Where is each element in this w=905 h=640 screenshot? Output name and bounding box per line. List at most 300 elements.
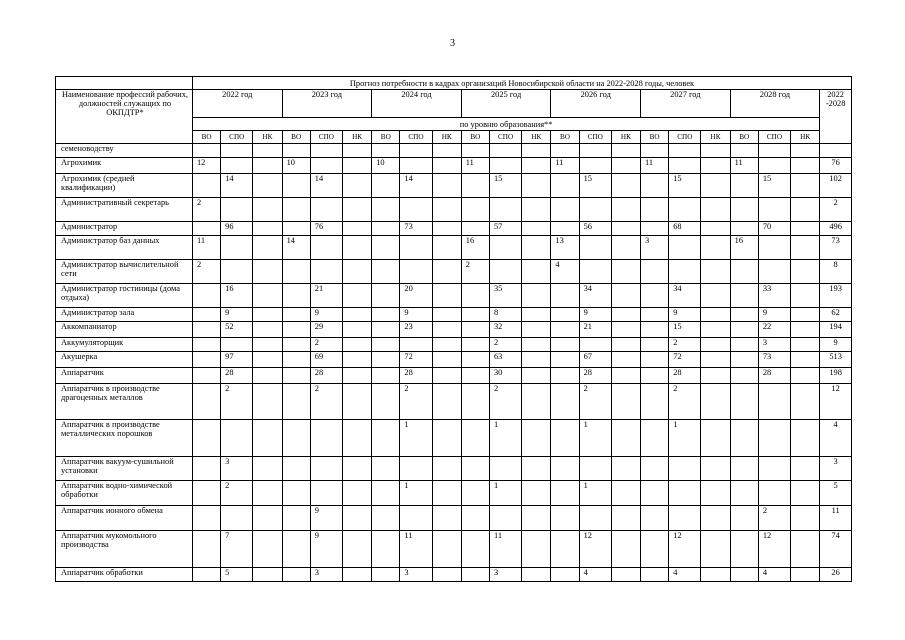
value-cell xyxy=(730,420,758,457)
total-cell: 193 xyxy=(820,284,852,308)
value-cell: 21 xyxy=(579,322,611,338)
value-cell xyxy=(221,158,253,174)
value-cell xyxy=(730,322,758,338)
total-cell: 2 xyxy=(820,198,852,222)
value-cell xyxy=(372,260,400,284)
total-cell: 74 xyxy=(820,531,852,568)
value-cell xyxy=(282,322,310,338)
value-cell xyxy=(579,260,611,284)
value-cell: 97 xyxy=(221,352,253,368)
value-cell xyxy=(758,384,790,420)
education-level-header: по уровню образования** xyxy=(192,118,819,131)
value-cell xyxy=(701,384,730,420)
value-cell xyxy=(192,352,220,368)
value-cell xyxy=(522,308,551,322)
total-cell: 76 xyxy=(820,158,852,174)
value-cell xyxy=(342,457,371,481)
value-cell: 22 xyxy=(758,322,790,338)
value-cell xyxy=(791,457,820,481)
value-cell xyxy=(282,308,310,322)
value-cell: 2 xyxy=(221,481,253,506)
value-cell xyxy=(730,368,758,384)
value-cell: 34 xyxy=(579,284,611,308)
value-cell xyxy=(641,260,669,284)
value-cell: 1 xyxy=(400,481,432,506)
value-cell xyxy=(641,531,669,568)
value-cell xyxy=(551,308,579,322)
profession-name: Аппаратчик обработки xyxy=(56,568,193,582)
value-cell xyxy=(611,222,640,236)
value-cell xyxy=(342,368,371,384)
total-cell: 102 xyxy=(820,174,852,198)
total-cell: 62 xyxy=(820,308,852,322)
value-cell xyxy=(282,420,310,457)
value-cell xyxy=(342,531,371,568)
value-cell xyxy=(791,260,820,284)
value-cell xyxy=(791,368,820,384)
total-column-header: 2022 -2028 xyxy=(820,90,852,144)
value-cell: 32 xyxy=(489,322,521,338)
value-cell xyxy=(432,506,461,531)
value-cell xyxy=(432,174,461,198)
total-cell: 9 xyxy=(820,338,852,352)
education-level-subheader: НК xyxy=(701,131,730,144)
value-cell: 3 xyxy=(758,338,790,352)
value-cell xyxy=(522,322,551,338)
value-cell xyxy=(611,322,640,338)
year-header: 2022 год xyxy=(192,90,282,118)
table-row xyxy=(56,457,852,481)
value-cell xyxy=(730,198,758,222)
value-cell xyxy=(489,457,521,481)
value-cell xyxy=(701,308,730,322)
value-cell: 52 xyxy=(221,322,253,338)
value-cell xyxy=(192,531,220,568)
value-cell xyxy=(611,144,640,158)
value-cell xyxy=(253,506,282,531)
value-cell xyxy=(432,420,461,457)
value-cell xyxy=(400,338,432,352)
value-cell: 7 xyxy=(221,531,253,568)
total-cell: 3 xyxy=(820,457,852,481)
value-cell: 11 xyxy=(192,236,220,260)
total-cell: 26 xyxy=(820,568,852,582)
value-cell xyxy=(701,338,730,352)
value-cell: 35 xyxy=(489,284,521,308)
value-cell xyxy=(522,174,551,198)
value-cell: 96 xyxy=(221,222,253,236)
value-cell xyxy=(611,338,640,352)
value-cell xyxy=(192,144,220,158)
table-row xyxy=(56,322,852,338)
year-header: 2027 год xyxy=(641,90,731,118)
value-cell xyxy=(192,481,220,506)
table-row xyxy=(56,198,852,222)
value-cell xyxy=(253,144,282,158)
value-cell xyxy=(791,174,820,198)
value-cell: 15 xyxy=(489,174,521,198)
education-level-subheader: НК xyxy=(253,131,282,144)
value-cell xyxy=(579,158,611,174)
profession-name: Аппаратчик водно-химической обработки xyxy=(56,481,193,506)
year-header: 2026 год xyxy=(551,90,641,118)
value-cell xyxy=(701,568,730,582)
value-cell: 14 xyxy=(282,236,310,260)
value-cell xyxy=(791,531,820,568)
value-cell xyxy=(551,457,579,481)
value-cell xyxy=(342,308,371,322)
education-level-subheader: НК xyxy=(611,131,640,144)
value-cell xyxy=(342,352,371,368)
value-cell xyxy=(730,222,758,236)
education-level-subheader: НК xyxy=(522,131,551,144)
value-cell xyxy=(791,284,820,308)
value-cell: 16 xyxy=(461,236,489,260)
value-cell xyxy=(461,284,489,308)
value-cell xyxy=(701,158,730,174)
value-cell xyxy=(253,222,282,236)
value-cell: 12 xyxy=(758,531,790,568)
value-cell xyxy=(282,531,310,568)
table-row xyxy=(56,338,852,352)
value-cell: 3 xyxy=(641,236,669,260)
value-cell: 9 xyxy=(400,308,432,322)
profession-name: Аппаратчик в производстве драгоценных металлов xyxy=(56,384,193,420)
value-cell xyxy=(669,260,701,284)
value-cell: 15 xyxy=(669,174,701,198)
value-cell: 28 xyxy=(669,368,701,384)
value-cell xyxy=(579,236,611,260)
value-cell xyxy=(372,338,400,352)
total-cell: 11 xyxy=(820,506,852,531)
value-cell xyxy=(372,457,400,481)
year-header: 2023 год xyxy=(282,90,372,118)
value-cell xyxy=(791,236,820,260)
education-level-subheader: НК xyxy=(342,131,371,144)
value-cell xyxy=(669,144,701,158)
value-cell: 4 xyxy=(579,568,611,582)
value-cell xyxy=(192,420,220,457)
value-cell xyxy=(730,506,758,531)
table-row xyxy=(56,531,852,568)
value-cell xyxy=(522,338,551,352)
value-cell xyxy=(669,236,701,260)
value-cell xyxy=(701,236,730,260)
value-cell xyxy=(342,384,371,420)
value-cell xyxy=(461,368,489,384)
total-cell: 12 xyxy=(820,384,852,420)
value-cell xyxy=(730,531,758,568)
value-cell xyxy=(221,338,253,352)
value-cell xyxy=(522,158,551,174)
value-cell: 33 xyxy=(758,284,790,308)
value-cell xyxy=(611,308,640,322)
value-cell xyxy=(758,481,790,506)
value-cell xyxy=(641,568,669,582)
value-cell xyxy=(489,198,521,222)
value-cell xyxy=(372,368,400,384)
value-cell: 2 xyxy=(579,384,611,420)
total-cell xyxy=(820,144,852,158)
value-cell: 9 xyxy=(579,308,611,322)
value-cell xyxy=(641,506,669,531)
table-row xyxy=(56,308,852,322)
header-empty-cell xyxy=(56,77,193,90)
value-cell xyxy=(489,236,521,260)
value-cell xyxy=(432,222,461,236)
value-cell xyxy=(400,260,432,284)
profession-name: Аппаратчик вакуум-сушильной установки xyxy=(56,457,193,481)
value-cell xyxy=(641,284,669,308)
value-cell xyxy=(400,236,432,260)
value-cell xyxy=(432,568,461,582)
value-cell xyxy=(701,481,730,506)
value-cell xyxy=(192,222,220,236)
table-row xyxy=(56,284,852,308)
value-cell xyxy=(611,384,640,420)
value-cell xyxy=(730,284,758,308)
value-cell xyxy=(701,531,730,568)
value-cell xyxy=(701,506,730,531)
value-cell xyxy=(310,198,342,222)
value-cell: 15 xyxy=(758,174,790,198)
value-cell xyxy=(432,322,461,338)
value-cell xyxy=(310,420,342,457)
value-cell xyxy=(522,144,551,158)
value-cell xyxy=(461,384,489,420)
value-cell xyxy=(432,368,461,384)
value-cell xyxy=(522,236,551,260)
value-cell xyxy=(611,198,640,222)
education-level-subheader: СПО xyxy=(489,131,521,144)
value-cell: 10 xyxy=(282,158,310,174)
value-cell xyxy=(758,236,790,260)
value-cell xyxy=(372,174,400,198)
table-row xyxy=(56,384,852,420)
value-cell xyxy=(461,506,489,531)
value-cell xyxy=(342,420,371,457)
profession-column-header: Наименование профессий рабочих, должностей служащих по ОКПДТР* xyxy=(56,90,193,144)
value-cell: 29 xyxy=(310,322,342,338)
value-cell xyxy=(551,284,579,308)
value-cell xyxy=(342,338,371,352)
value-cell xyxy=(579,506,611,531)
value-cell xyxy=(579,198,611,222)
value-cell xyxy=(791,338,820,352)
value-cell xyxy=(253,420,282,457)
value-cell xyxy=(310,144,342,158)
value-cell xyxy=(342,506,371,531)
education-level-subheader: СПО xyxy=(400,131,432,144)
value-cell: 10 xyxy=(372,158,400,174)
value-cell: 3 xyxy=(221,457,253,481)
value-cell xyxy=(461,352,489,368)
value-cell xyxy=(253,457,282,481)
value-cell xyxy=(192,457,220,481)
value-cell: 63 xyxy=(489,352,521,368)
value-cell xyxy=(522,222,551,236)
value-cell: 9 xyxy=(310,531,342,568)
value-cell xyxy=(253,531,282,568)
education-level-subheader: ВО xyxy=(730,131,758,144)
value-cell xyxy=(372,352,400,368)
value-cell xyxy=(310,158,342,174)
value-cell xyxy=(758,420,790,457)
value-cell xyxy=(791,144,820,158)
value-cell xyxy=(791,322,820,338)
value-cell: 28 xyxy=(221,368,253,384)
value-cell xyxy=(701,174,730,198)
value-cell: 15 xyxy=(579,174,611,198)
value-cell xyxy=(641,352,669,368)
value-cell xyxy=(551,222,579,236)
value-cell xyxy=(551,384,579,420)
value-cell xyxy=(192,384,220,420)
value-cell xyxy=(791,506,820,531)
value-cell xyxy=(551,352,579,368)
value-cell xyxy=(461,322,489,338)
value-cell xyxy=(192,506,220,531)
value-cell: 70 xyxy=(758,222,790,236)
value-cell xyxy=(372,222,400,236)
value-cell: 16 xyxy=(221,284,253,308)
total-cell: 496 xyxy=(820,222,852,236)
value-cell: 57 xyxy=(489,222,521,236)
value-cell: 9 xyxy=(221,308,253,322)
value-cell: 1 xyxy=(489,420,521,457)
value-cell: 11 xyxy=(461,158,489,174)
value-cell xyxy=(372,420,400,457)
value-cell xyxy=(372,284,400,308)
value-cell xyxy=(730,174,758,198)
total-cell: 4 xyxy=(820,420,852,457)
education-level-subheader: ВО xyxy=(641,131,669,144)
value-cell xyxy=(522,352,551,368)
value-cell xyxy=(669,198,701,222)
profession-name: Администратор зала xyxy=(56,308,193,322)
value-cell xyxy=(192,368,220,384)
profession-name: семеноводству xyxy=(56,144,193,158)
value-cell xyxy=(432,384,461,420)
profession-name: Администратор баз данных xyxy=(56,236,193,260)
value-cell xyxy=(342,198,371,222)
value-cell xyxy=(701,144,730,158)
value-cell xyxy=(551,322,579,338)
value-cell xyxy=(641,420,669,457)
value-cell xyxy=(282,174,310,198)
value-cell xyxy=(641,174,669,198)
value-cell xyxy=(641,457,669,481)
profession-name: Акушерка xyxy=(56,352,193,368)
value-cell xyxy=(432,198,461,222)
value-cell: 1 xyxy=(489,481,521,506)
value-cell: 28 xyxy=(579,368,611,384)
value-cell xyxy=(282,384,310,420)
value-cell xyxy=(791,420,820,457)
value-cell xyxy=(342,284,371,308)
value-cell xyxy=(282,568,310,582)
value-cell xyxy=(221,144,253,158)
value-cell xyxy=(791,308,820,322)
value-cell: 2 xyxy=(489,384,521,420)
value-cell xyxy=(282,144,310,158)
value-cell xyxy=(701,457,730,481)
value-cell xyxy=(730,338,758,352)
education-level-subheader: ВО xyxy=(372,131,400,144)
value-cell xyxy=(342,222,371,236)
value-cell: 14 xyxy=(310,174,342,198)
value-cell xyxy=(432,457,461,481)
value-cell xyxy=(282,284,310,308)
value-cell: 12 xyxy=(669,531,701,568)
value-cell: 12 xyxy=(192,158,220,174)
education-level-subheader: НК xyxy=(791,131,820,144)
value-cell xyxy=(701,222,730,236)
value-cell xyxy=(461,308,489,322)
value-cell: 9 xyxy=(758,308,790,322)
value-cell: 2 xyxy=(192,198,220,222)
value-cell xyxy=(791,568,820,582)
value-cell xyxy=(522,420,551,457)
value-cell xyxy=(611,506,640,531)
value-cell: 3 xyxy=(400,568,432,582)
value-cell xyxy=(221,260,253,284)
value-cell xyxy=(551,506,579,531)
value-cell xyxy=(310,260,342,284)
value-cell: 16 xyxy=(730,236,758,260)
value-cell: 2 xyxy=(461,260,489,284)
value-cell xyxy=(372,308,400,322)
value-cell: 11 xyxy=(730,158,758,174)
profession-name: Агрохимик xyxy=(56,158,193,174)
value-cell xyxy=(342,568,371,582)
value-cell: 73 xyxy=(400,222,432,236)
value-cell xyxy=(551,144,579,158)
value-cell xyxy=(758,158,790,174)
value-cell xyxy=(372,384,400,420)
value-cell: 9 xyxy=(310,308,342,322)
value-cell xyxy=(641,308,669,322)
value-cell xyxy=(372,568,400,582)
education-level-subheader: СПО xyxy=(310,131,342,144)
value-cell xyxy=(282,352,310,368)
value-cell xyxy=(611,531,640,568)
value-cell: 56 xyxy=(579,222,611,236)
value-cell xyxy=(432,338,461,352)
value-cell xyxy=(372,322,400,338)
value-cell xyxy=(253,368,282,384)
value-cell xyxy=(489,144,521,158)
value-cell xyxy=(432,144,461,158)
value-cell xyxy=(192,322,220,338)
value-cell xyxy=(432,236,461,260)
value-cell: 8 xyxy=(489,308,521,322)
education-level-subheader: ВО xyxy=(551,131,579,144)
education-level-subheader: СПО xyxy=(758,131,790,144)
profession-name: Администратор гостиницы (дома отдыха) xyxy=(56,284,193,308)
profession-name: Аккумуляторщик xyxy=(56,338,193,352)
value-cell xyxy=(282,481,310,506)
value-cell xyxy=(282,260,310,284)
value-cell: 1 xyxy=(579,420,611,457)
value-cell xyxy=(192,284,220,308)
value-cell xyxy=(669,481,701,506)
table-row xyxy=(56,236,852,260)
value-cell xyxy=(221,420,253,457)
value-cell xyxy=(432,352,461,368)
value-cell: 4 xyxy=(669,568,701,582)
value-cell xyxy=(372,144,400,158)
